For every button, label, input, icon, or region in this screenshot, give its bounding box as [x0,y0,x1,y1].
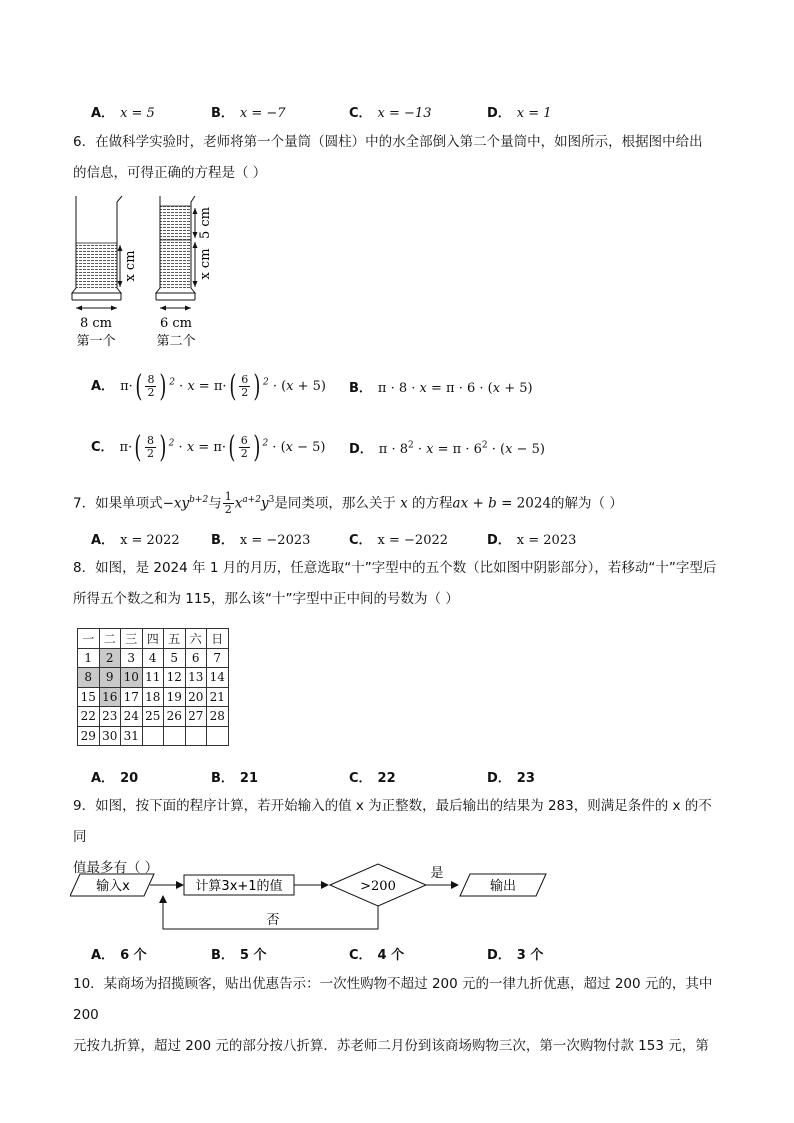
compute-label: 计算3x+1的值 [195,879,283,894]
height-label-2a: x cm [198,248,213,280]
output-label: 输出 [489,879,517,894]
calendar-cell: 14 [207,668,229,688]
calendar-row [78,707,229,727]
calendar-cell: 5 [164,648,186,668]
calendar-cell [164,726,186,746]
calendar-cell: 四 [142,629,164,649]
q5-option-b: B． x = −7 [211,106,286,121]
q6-option-c: C． π·( $\frac{8}{2}$ ) $^2$ · x = π·( $\frac{6}{2}$ ) $^2$ · (x − 5) [91,430,326,465]
calendar-table [77,628,229,746]
calendar-cell [142,726,164,746]
q5-option-c: C． x = −13 [349,106,432,121]
q7-option-d: D． x = 2023 [487,533,577,548]
calendar-cell: 1 [78,648,100,668]
q6-option-a: A． π·( $\frac{8}{2}$ ) $^2$ · x = π·( $\frac{6}{2}$ ) $^2$ · (x + 5) [91,369,326,404]
calendar-cell: 15 [78,687,100,707]
calendar-cell: 30 [99,726,121,746]
q5-option-d: D． x = 1 [487,106,552,121]
q10-question-text: 10．某商场为招揽顾客，贴出优惠告示：一次性购物不超过 200 元的一律九折优惠，超过 200 元的，其中 200 元按九折算，超过 200 元的部分按八折算．苏老师二月份到该商场购物三次，第一次购物付款 153 元，第 [73,976,713,1054]
q8-option-d: D． 23 [487,771,535,786]
calendar-cell [185,726,207,746]
calendar-cell: 三 [121,629,143,649]
calendar-cell: 五 [164,629,186,649]
q8-option-a: A． 20 [91,771,139,786]
q7-option-a: A． x = 2022 [91,533,180,548]
q8-option-b: B． 21 [211,771,259,786]
q8-option-c: C． 22 [349,771,396,786]
calendar-cell: 26 [164,707,186,727]
calendar-cell: 23 [99,707,121,727]
calendar-header-row [78,629,229,649]
calendar-cell: 31 [121,726,143,746]
calendar-cell: 24 [121,707,143,727]
q8-question-text: 8．如图，是 2024 年 1 月的月历，任意选取“十”字型中的五个数（比如图中阴影部分），若移动“十”字型后 所得五个数之和为 115，那么该“十”字型中正中间的号数为（ ） [73,560,717,607]
cylinder-1 [72,196,123,311]
q9-option-b: B． 5 个 [211,948,267,963]
calendar-cell-shaded: 16 [99,687,121,707]
q7-question-text: 7．如果单项式$-xy^{b+2}$与 $\frac{1}{2}$ $x^{a+2}y^3$是同类项，那么关于 x 的方程ax + b = 2024的解为（ ） [73,490,623,516]
condition-label: >200 [360,879,396,894]
calendar-cell: 12 [164,668,186,688]
calendar-cell: 22 [78,707,100,727]
calendar-cell-shaded: 2 [99,648,121,668]
calendar-cell: 7 [207,648,229,668]
calendar-row [78,668,229,688]
calendar-cell: 18 [142,687,164,707]
calendar-row [78,726,229,746]
q7-option-c: C． x = −2022 [349,533,449,548]
calendar-cell: 六 [185,629,207,649]
calendar-cell: 二 [99,629,121,649]
q6-question-text: 6．在做科学实验时，老师将第一个量筒（圆柱）中的水全部倒入第二个量筒中，如图所示，根据图中给出 的信息，可得正确的方程是（ ） [73,134,703,181]
no-label: 否 [266,913,280,928]
height-label-2b: 5 cm [198,206,213,240]
q6-option-d: D． $\pi \cdot 8^2 \cdot x = \pi \cdot 6^2 \cdot (x - 5)$ [349,440,545,457]
calendar-row [78,687,229,707]
width-label-2: 6 cm [159,316,193,331]
calendar-cell [207,726,229,746]
q9-option-d: D． 3 个 [487,948,544,963]
calendar-cell: 13 [185,668,207,688]
cylinder-name-2: 第二个 [156,334,196,349]
width-label-1: 8 cm [79,316,113,331]
calendar-cell-shaded: 8 [78,668,100,688]
calendar-cell: 6 [185,648,207,668]
calendar-cell: 28 [207,707,229,727]
flowchart [70,858,550,938]
calendar-cell: 4 [142,648,164,668]
calendar-cell: 一 [78,629,100,649]
q6-option-b: B． π · 8 · x = π · 6 · (x + 5) [349,381,533,396]
cylinder-figure [68,190,228,350]
calendar-cell: 3 [121,648,143,668]
calendar-cell: 25 [142,707,164,727]
q9-question-text: 9．如图，按下面的程序计算，若开始输入的值 x 为正整数，最后输出的结果为 283，则满足条件的 x 的不同 值最多有（ ） [73,798,712,876]
calendar-cell: 21 [207,687,229,707]
q5-option-a: A． x = 5 [91,106,155,121]
cylinder-name-1: 第一个 [76,334,116,349]
calendar-cell: 11 [142,668,164,688]
calendar-cell: 29 [78,726,100,746]
calendar-cell-shaded: 10 [121,668,143,688]
q9-option-a: A． 6 个 [91,948,147,963]
calendar-cell: 17 [121,687,143,707]
calendar-cell: 19 [164,687,186,707]
q9-option-c: C． 4 个 [349,948,405,963]
calendar-cell: 27 [185,707,207,727]
calendar-cell-shaded: 9 [99,668,121,688]
yes-label: 是 [430,866,444,881]
calendar-cell: 日 [207,629,229,649]
calendar-cell: 20 [185,687,207,707]
q7-option-b: B． x = −2023 [211,533,311,548]
height-label-1: x cm [123,250,138,282]
cylinder-2 [156,196,198,311]
input-label: 输入x [96,879,130,894]
calendar-row [78,648,229,668]
